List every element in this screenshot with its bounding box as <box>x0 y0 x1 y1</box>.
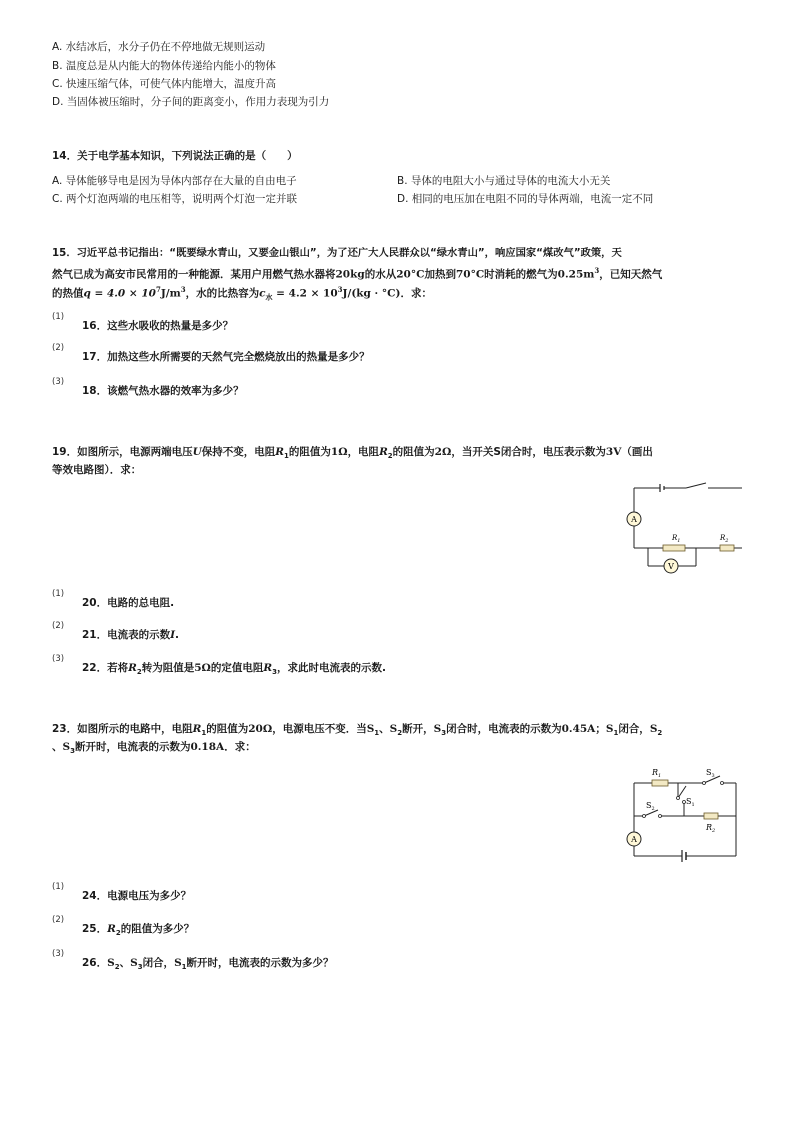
q19-stem-line2: 等效电路图）．求： <box>52 464 142 476</box>
sub-index: 3 <box>137 963 143 972</box>
sub-text-part: 、 <box>119 957 131 969</box>
fig1-r1-sub: 1 <box>677 538 681 544</box>
q13-option-c: C. 快速压缩气体，可使气体内能增大，温度升高 <box>52 78 277 90</box>
sub-index: 1 <box>181 963 187 972</box>
q13-option-a: A. 水结冰后，水分子仍在不停地做无规则运动 <box>52 41 266 53</box>
q23-current-1: 0.45A <box>561 723 596 735</box>
fig2-s3-text: S <box>706 768 712 777</box>
resistor-r2 <box>720 545 734 551</box>
sub-text-part: ，求此时电流表的示数. <box>277 662 386 674</box>
q23-var-r1: R <box>192 723 202 735</box>
q15-sup: 7 <box>155 285 161 294</box>
q23-text: ．求： <box>224 741 256 753</box>
q15-temp-start: 20°C <box>396 268 425 281</box>
sub-marker: (2) <box>52 621 65 631</box>
q23-sub: 3 <box>70 747 75 756</box>
q15-text: 然气已成为高安市民常用的一种能源．某用户用燃气热水器将 <box>52 268 336 281</box>
q19-text: 19．如图所示，电源两端电压 <box>52 446 193 458</box>
q23-sub: 2 <box>657 729 663 738</box>
q23-s1: S <box>605 723 614 735</box>
sub-text: 16．这些水吸收的热量是多少？ <box>82 320 234 332</box>
q15-sup: 3 <box>594 266 600 275</box>
sub-text-part: 的阻值为多少？ <box>120 923 195 935</box>
q23-sub: 2 <box>397 729 403 738</box>
q15-gas-volume: 0.25m <box>557 268 595 281</box>
q23-sub: 3 <box>441 729 447 738</box>
q19-var-r1: R <box>275 446 285 458</box>
q15-specific-heat: = 4.2 × 10 <box>272 287 338 300</box>
var-s2: S <box>107 957 115 969</box>
q23-text: ，电源电压不变．当 <box>272 723 367 735</box>
q13-option-b: B. 温度总是从内能大的物体传递给内能小的物体 <box>52 60 276 72</box>
voltmeter-label: V <box>668 562 674 571</box>
q15-heat-value: q = 4.0 × 10 <box>83 287 156 300</box>
q19-var-u: U <box>192 446 202 458</box>
sub-text-part: 转为阻值是 <box>141 662 195 674</box>
q15-text: ．求： <box>400 287 432 300</box>
q23-text: ； <box>595 723 606 735</box>
q23-sub: 1 <box>613 729 619 738</box>
sub-text-part: 21．电流表的示数 <box>82 629 171 641</box>
fig2-s2-text: S <box>646 801 652 810</box>
q15-text: 的水从 <box>364 268 397 281</box>
fig2-r2-sub: 2 <box>712 828 716 834</box>
q23-s3: S <box>433 723 442 735</box>
sub-text <box>82 627 179 642</box>
q23-text: 23．如图所示的电路中，电阻 <box>52 723 193 735</box>
q14-option-a: A. 导体能够导电是因为导体内部存在大量的自由电子 <box>52 175 297 187</box>
ammeter-label: A <box>631 515 637 524</box>
var-i: I <box>170 629 176 641</box>
sub-marker: (2) <box>52 343 65 353</box>
q15-mass: 20kg <box>335 268 365 281</box>
circuit-figure-2 <box>622 762 740 868</box>
sub-marker: (2) <box>52 915 65 925</box>
sub-marker: (1) <box>52 589 65 599</box>
sub-text <box>82 921 194 937</box>
q15-text: 加热到 <box>424 268 456 281</box>
var-r3: R <box>263 662 273 674</box>
var-s1: S <box>174 957 182 969</box>
q23-text: 断开， <box>402 723 434 735</box>
r3-value: 5Ω <box>194 662 211 674</box>
q19-text: （画出 <box>621 446 653 458</box>
sub-text: 20．电路的总电阻. <box>82 597 175 609</box>
sub-text-part: 26． <box>82 957 108 969</box>
q23-text: 闭合， <box>618 723 650 735</box>
resistor-r1 <box>652 780 668 786</box>
q19-text: ，电阻 <box>347 446 380 458</box>
q15-stem-line3 <box>52 283 432 305</box>
sub-marker: (3) <box>52 377 65 387</box>
sub-text: 17．加热这些水所需要的天然气完全燃烧放出的热量是多少？ <box>82 351 370 363</box>
fig2-r1-text: R <box>652 768 659 777</box>
q23-text: 断开时，电流表的示数为 <box>74 741 191 753</box>
switch-s3-contact-icon <box>721 782 724 785</box>
sub-index: 2 <box>115 929 121 938</box>
sub-text-part: 25． <box>82 923 108 935</box>
sub-text-part: 的定值电阻 <box>210 662 264 674</box>
fig2-s1-label <box>686 797 695 808</box>
q15-stem-line2 <box>52 264 662 282</box>
fig2-s2-label <box>646 801 655 812</box>
sub-index: 2 <box>114 963 120 972</box>
sub-index: 2 <box>136 668 142 677</box>
fig1-r1-label <box>671 534 680 544</box>
q19-voltage: 3V <box>605 446 622 458</box>
fig2-s3-sub: 3 <box>711 773 715 779</box>
q14-option-d: D. 相同的电压加在电阻不同的导体两端，电流一定不同 <box>397 193 654 205</box>
fig1-r2-sub: 2 <box>725 538 729 544</box>
q19-sub: 1 <box>284 452 289 461</box>
q15-text: 时消耗的燃气为 <box>484 268 558 281</box>
q19-text: 保持不变，电阻 <box>201 446 276 458</box>
q23-sub: 1 <box>374 729 380 738</box>
q15-sup: 3 <box>337 285 343 294</box>
sub-text: 18．该燃气热水器的效率为多少？ <box>82 385 244 397</box>
q23-text: 的阻值为 <box>206 723 249 735</box>
q23-s2: S <box>649 723 658 735</box>
sub-marker: (3) <box>52 949 65 959</box>
q14-option-c: C. 两个灯泡两端的电压相等，说明两个灯泡一定并联 <box>52 193 298 205</box>
sub-text <box>82 660 386 676</box>
fig2-r2-label <box>705 823 715 834</box>
switch-s2-contact-icon <box>643 815 646 818</box>
fig2-r1-label <box>651 768 661 779</box>
q23-text: 、 <box>52 741 63 753</box>
q23-s3: S <box>62 741 71 753</box>
q19-r2-value: 2Ω <box>434 446 452 458</box>
q19-stem-line1 <box>52 445 653 463</box>
fig2-s1-text: S <box>686 797 692 806</box>
q23-text: 、 <box>379 723 390 735</box>
q13-option-d: D. 当固体被压缩时，分子间的距离变小，作用力表现为引力 <box>52 96 330 108</box>
sub-text-part: 断开时，电流表的示数为多少？ <box>186 957 334 969</box>
q23-text: 闭合时，电流表的示数为 <box>446 723 562 735</box>
circuit-figure-1 <box>620 478 746 578</box>
q19-r1-value: 1Ω <box>330 446 348 458</box>
fig2-s2-sub: 2 <box>651 806 655 812</box>
q15-text: 的热值 <box>52 287 84 300</box>
q14-stem: 14．关于电学基本知识，下列说法正确的是（ ） <box>52 150 298 162</box>
q15-sup: 3 <box>180 285 186 294</box>
fig2-s3-label <box>706 768 715 779</box>
q23-r1-value: 20Ω <box>248 723 273 735</box>
q15-text: ，已知天然气 <box>599 268 663 281</box>
switch-s1-contact-icon <box>677 797 680 800</box>
switch-s2-contact-icon <box>659 815 662 818</box>
fig2-r2-text: R <box>706 823 713 832</box>
q15-text: ，水的比热容为 <box>185 287 260 300</box>
var-r2: R <box>107 923 116 935</box>
q23-current-2: 0.18A <box>190 741 225 753</box>
q19-text: ，当开关S闭合时，电压表示数为 <box>451 446 606 458</box>
q14-option-b: B. 导体的电阻大小与通过导体的电流大小无关 <box>397 175 611 187</box>
sub-text <box>82 955 334 971</box>
q19-var-r2: R <box>379 446 388 458</box>
fig2-s1-sub: 1 <box>691 802 695 808</box>
q15-sub-water: 水 <box>265 293 273 302</box>
sub-text: 24．电源电压为多少？ <box>82 890 192 902</box>
q23-s2: S <box>389 723 398 735</box>
sub-text-part: 22．若将 <box>82 662 129 674</box>
resistor-r1 <box>663 545 685 551</box>
q15-unit: J/m <box>160 287 181 300</box>
q15-unit: J/(kg · °C) <box>342 287 401 300</box>
fig1-r2-text: R <box>720 534 726 542</box>
fig2-ammeter-label: A <box>631 835 637 844</box>
q19-sub: 2 <box>387 452 393 461</box>
sub-marker: (1) <box>52 312 65 322</box>
var-r2: R <box>128 662 137 674</box>
sub-text-part: . <box>175 629 180 641</box>
q15-stem-line1: 15．习近平总书记指出：“既要绿水青山，又要金山银山”，为了还广大人民群众以“绿水青山”，响应国家“煤改气”政策，天 <box>52 247 622 259</box>
q19-text: 的阻值为 <box>288 446 331 458</box>
fig1-r2-label <box>719 534 728 544</box>
q23-stem-line1 <box>52 722 662 740</box>
resistor-r2 <box>704 813 718 819</box>
var-s3: S <box>130 957 138 969</box>
q19-text: 的阻值为 <box>392 446 435 458</box>
q23-s1: S <box>366 723 375 735</box>
fig2-r1-sub: 1 <box>658 773 662 779</box>
sub-marker: (1) <box>52 882 65 892</box>
sub-index: 3 <box>272 668 277 677</box>
sub-marker: (3) <box>52 654 65 664</box>
sub-text-part: 闭合， <box>142 957 175 969</box>
q15-c: c <box>259 287 266 300</box>
q15-temp-end: 70°C <box>455 268 485 281</box>
switch-s3-contact-icon <box>703 782 706 785</box>
fig1-r1-text: R <box>672 534 678 542</box>
q23-stem-line2 <box>52 740 256 758</box>
q23-sub: 1 <box>201 729 207 738</box>
